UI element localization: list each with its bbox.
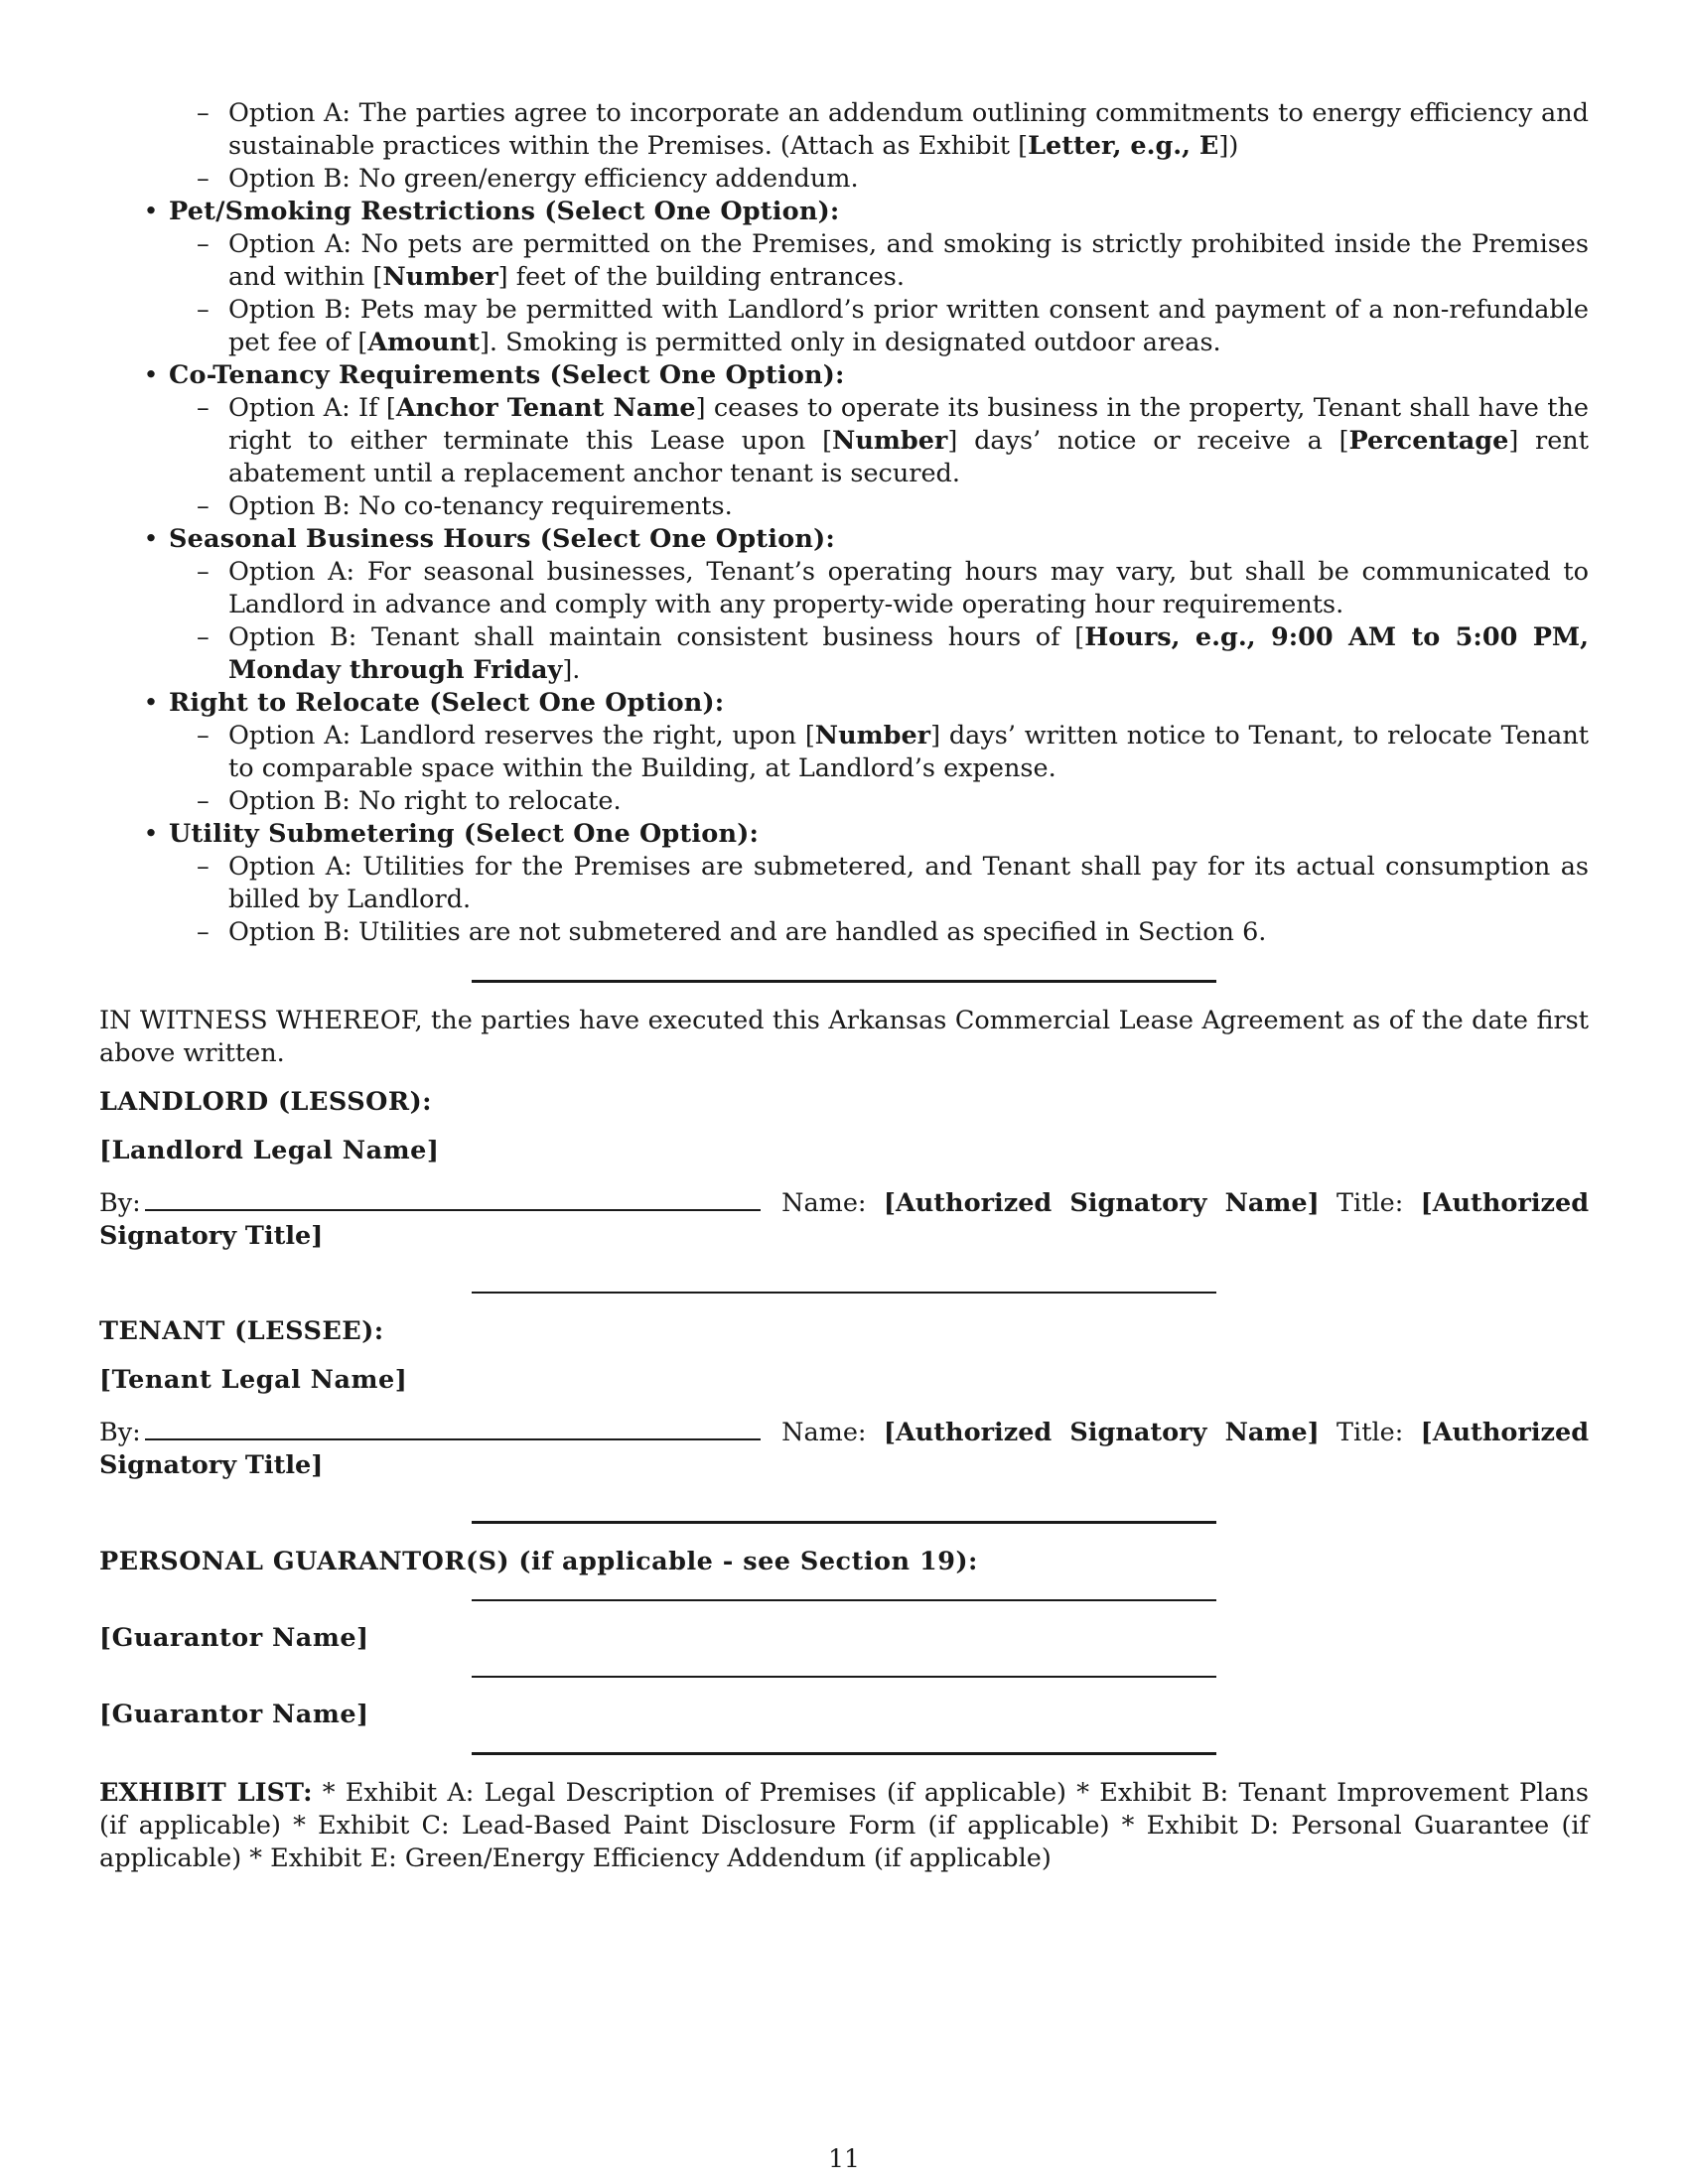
dash-marker: – (197, 393, 210, 423)
option-list (99, 851, 1589, 949)
option-text: ]) (1218, 131, 1239, 161)
restriction-item (99, 359, 1589, 523)
option-list (99, 556, 1589, 687)
tenant-signature-field[interactable] (145, 1413, 761, 1440)
tenant-signatory-name: [Authorized Signatory Name] (883, 1418, 1320, 1447)
tenant-by-label: By: (99, 1418, 141, 1447)
bullet-marker: • (143, 819, 159, 849)
bullet-marker: • (143, 524, 159, 554)
document-body (99, 97, 1589, 1875)
option-text: Option B: Tenant shall maintain consistent business hours of [ (228, 622, 1085, 652)
option-text: ]. (562, 655, 581, 685)
option-text: Option A: If [ (228, 393, 396, 423)
restriction-title: Right to Relocate (Select One Option): (169, 688, 725, 718)
guarantor-name: [Guarantor Name] (99, 1700, 369, 1729)
restriction-title: Pet/Smoking Restrictions (Select One Option): (169, 197, 840, 226)
option-item (99, 556, 1589, 621)
option-text: ]. Smoking is permitted only in designated outdoor areas. (479, 328, 1221, 357)
option-text: ] days’ notice or receive a [ (947, 426, 1349, 456)
page-number: 11 (828, 2144, 860, 2173)
option-text: Option B: No right to relocate. (228, 786, 622, 816)
dash-marker: – (197, 229, 210, 259)
restriction-item (99, 196, 1589, 359)
option-item (99, 294, 1589, 359)
exhibit-list-label: EXHIBIT LIST: (99, 1778, 313, 1808)
placeholder-field: Number (814, 721, 931, 751)
restriction-title: Co-Tenancy Requirements (Select One Option): (169, 360, 845, 390)
dash-marker: – (197, 852, 210, 882)
option-item (99, 916, 1589, 949)
bullet-marker: • (143, 197, 159, 226)
dash-marker: – (197, 557, 210, 587)
landlord-title-label: Title: (1336, 1188, 1404, 1218)
tenant-name-label: Name: (781, 1418, 867, 1447)
continued-options (99, 97, 1589, 196)
option-list (99, 228, 1589, 359)
dash-marker: – (197, 786, 210, 816)
option-text: Option A: Landlord reserves the right, upon [ (228, 721, 815, 751)
placeholder-field: Number (382, 262, 498, 292)
guarantor-heading: PERSONAL GUARANTOR(S) (if applicable - see Section 19): (99, 1547, 978, 1576)
option-item (99, 392, 1589, 490)
landlord-legal-name: [Landlord Legal Name] (99, 1136, 440, 1165)
dash-marker: – (197, 491, 210, 521)
placeholder-field: Number (832, 426, 948, 456)
restriction-title: Utility Submetering (Select One Option): (169, 819, 760, 849)
landlord-signatory-name: [Authorized Signatory Name] (883, 1188, 1320, 1218)
option-text: Option B: Pets may be permitted with Landlord’s prior written consent and payment of a non-refundable pet fee of [ (228, 295, 1589, 357)
option-text: Option A: The parties agree to incorporate an addendum outlining commitments to energy efficiency and sustainable practices within the Premises. (Attach as Exhibit [ (228, 98, 1589, 161)
restriction-item (99, 523, 1589, 687)
option-text: Option A: Utilities for the Premises are submetered, and Tenant shall pay for its actual consumption as billed by Landlord. (228, 852, 1589, 914)
landlord-signature-line (99, 1183, 1589, 1253)
placeholder-field: Letter, e.g., E (1028, 131, 1219, 161)
option-text: Option A: For seasonal businesses, Tenant’s operating hours may vary, but shall be communicated to Landlord in advance and comply with any property-wide operating hour requirements. (228, 557, 1589, 619)
placeholder-field: Percentage (1348, 426, 1509, 456)
landlord-signatory-title: [Authorized Signatory Title] (99, 1188, 1590, 1251)
landlord-signature-field[interactable] (145, 1183, 761, 1211)
dash-marker: – (197, 917, 210, 947)
guarantor-name: [Guarantor Name] (99, 1623, 369, 1653)
option-item (99, 97, 1589, 163)
dash-marker: – (197, 98, 210, 128)
option-item (99, 490, 1589, 523)
exhibit-list-text: * Exhibit A: Legal Description of Premises (if applicable) * Exhibit B: Tenant Improvement Plans (if applicable) * Exhibit C: Lead-Based Paint Disclosure Form (if applicable) * Exhibit D: Personal Guarantee (if applicable) * Exhibit E: Green/Energy Efficiency Addendum (if applicable) (99, 1778, 1589, 1873)
option-text: Option B: No co-tenancy requirements. (228, 491, 733, 521)
dash-marker: – (197, 295, 210, 325)
restriction-item (99, 687, 1589, 818)
bullet-marker: • (143, 360, 159, 390)
tenant-signature-line (99, 1413, 1589, 1482)
restriction-item (99, 818, 1589, 949)
option-text: ] feet of the building entrances. (497, 262, 905, 292)
restriction-title: Seasonal Business Hours (Select One Option): (169, 524, 835, 554)
option-text: Option B: Utilities are not submetered and are handled as specified in Section 6. (228, 917, 1267, 947)
option-text: Option A: No pets are permitted on the Premises, and smoking is strictly prohibited inside the Premises and within [ (228, 229, 1589, 292)
option-item (99, 163, 1589, 196)
option-list (99, 720, 1589, 818)
option-list (99, 392, 1589, 523)
exhibit-list (99, 1777, 1589, 1875)
option-text: ] ceases to operate its business in the property, Tenant shall have the right to either terminate this Lease upon [ (228, 393, 1589, 456)
placeholder-field: Hours, e.g., 9:00 AM to 5:00 PM, Monday through Friday (228, 622, 1589, 685)
option-item (99, 785, 1589, 818)
bullet-list (99, 196, 1589, 949)
tenant-heading: TENANT (LESSEE): (99, 1316, 384, 1346)
option-text: ] rent abatement until a replacement anchor tenant is secured. (228, 426, 1589, 488)
option-text: ] days’ written notice to Tenant, to relocate Tenant to comparable space within the Building, at Landlord’s expense. (228, 721, 1589, 783)
dash-marker: – (197, 622, 210, 652)
option-item (99, 720, 1589, 785)
option-item (99, 228, 1589, 294)
placeholder-field: Anchor Tenant Name (395, 393, 696, 423)
placeholder-field: Amount (367, 328, 480, 357)
landlord-heading: LANDLORD (LESSOR): (99, 1087, 433, 1117)
dash-marker: – (197, 721, 210, 751)
option-item (99, 621, 1589, 687)
tenant-signatory-title: [Authorized Signatory Title] (99, 1418, 1590, 1480)
option-text: Option B: No green/energy efficiency addendum. (228, 164, 859, 194)
option-item (99, 851, 1589, 916)
witness-paragraph: IN WITNESS WHEREOF, the parties have executed this Arkansas Commercial Lease Agreement as of the date first above written. (99, 1006, 1589, 1068)
landlord-name-label: Name: (781, 1188, 867, 1218)
tenant-legal-name: [Tenant Legal Name] (99, 1365, 408, 1395)
dash-marker: – (197, 164, 210, 194)
landlord-by-label: By: (99, 1188, 141, 1218)
tenant-title-label: Title: (1336, 1418, 1404, 1447)
bullet-marker: • (143, 688, 159, 718)
